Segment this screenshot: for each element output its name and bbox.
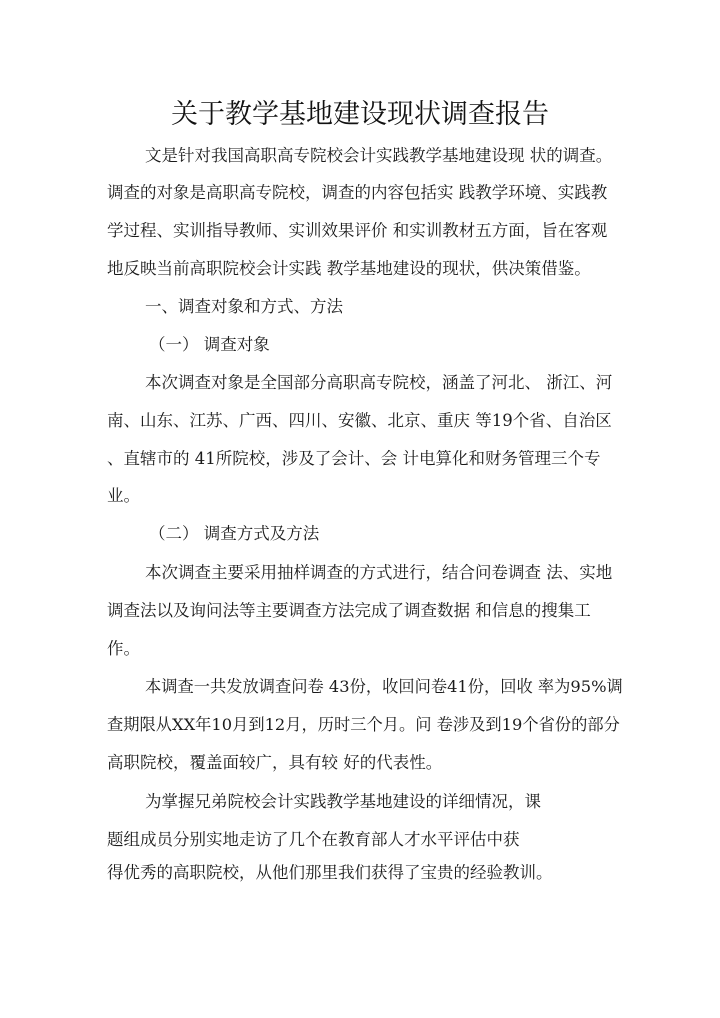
paragraph-line: 调查法以及询问法等主要调查方法完成了调查数据 和信息的搜集工: [107, 601, 591, 620]
subsection-heading: （一） 调查对象: [149, 335, 270, 354]
paragraph-line: 为掌握兄弟院校会计实践教学基地建设的详细情况，课: [145, 792, 541, 811]
paragraph-line: 地反映当前高职院校会计实践 教学基地建设的现状，供决策借鉴。: [107, 259, 591, 278]
paragraph-line: 本次调查对象是全国部分高职高专院校，涵盖了河北、 浙江、河: [145, 373, 613, 392]
paragraph-line: 高职院校，覆盖面较广，具有较 好的代表性。: [107, 753, 443, 772]
paragraph-line: 调查的对象是高职高专院校，调查的内容包括实 践教学环境、实践教: [107, 183, 608, 202]
paragraph-line: 题组成员分别实地走访了几个在教育部人才水平评估中获: [107, 830, 520, 849]
paragraph-line: 学过程、实训指导教师、实训效果评价 和实训教材五方面，旨在客观: [107, 221, 608, 240]
paragraph-line: 文是针对我国高职高专院校会计实践教学基地建设现 状的调查。: [145, 146, 613, 165]
paragraph-line: 南、山东、江苏、广西、四川、安徽、北京、重庆 等19个省、自治区: [107, 411, 612, 430]
paragraph-line: 、直辖市的 41所院校，涉及了会计、会 计电算化和财务管理三个专: [107, 449, 601, 468]
document-title: 关于教学基地建设现状调查报告: [171, 99, 549, 130]
paragraph-line: 得优秀的高职院校，从他们那里我们获得了宝贵的经验教训。: [107, 863, 553, 882]
paragraph-line: 查期限从XX年10月到12月，历时三个月。问 卷涉及到19个省份的部分: [107, 715, 620, 734]
section-heading: 一、调查对象和方式、方法: [145, 297, 343, 316]
paragraph-line: 业。: [107, 486, 140, 505]
paragraph-line: 本次调查主要采用抽样调查的方式进行，结合问卷调查 法、实地: [145, 563, 613, 582]
paragraph-line: 本调查一共发放调查问卷 43份，收回问卷41份，回收 率为95%调: [145, 677, 623, 696]
paragraph-line: 作。: [107, 639, 140, 658]
subsection-heading: （二） 调查方式及方法: [149, 524, 320, 543]
